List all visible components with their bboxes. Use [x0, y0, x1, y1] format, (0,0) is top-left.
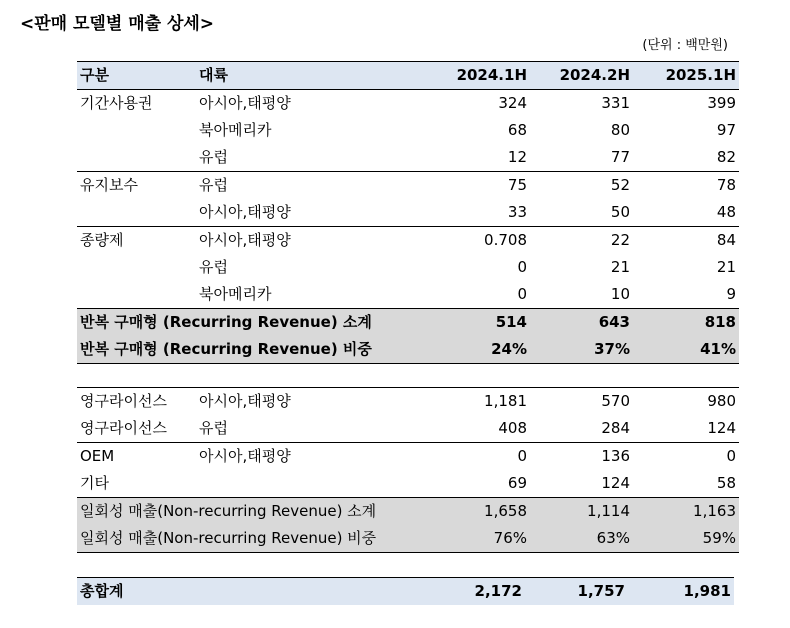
row-region: 아시아,태평양	[196, 443, 426, 471]
row-value-2024-2h: 570	[530, 388, 633, 416]
row-value-2024-1h: 408	[498, 419, 527, 437]
row-value-2025-1h: 97	[716, 121, 736, 139]
row-value-2024-1h: 0.708	[426, 227, 530, 255]
recurring-ratio-row-2025-1h: 41%	[633, 336, 739, 364]
table-row	[77, 227, 739, 255]
nonrecurring-subtotal-row-2024-1h: 1,658	[426, 498, 530, 526]
row-value-2024-1h: 324	[498, 94, 527, 112]
table-row	[77, 281, 739, 309]
row-region: 유럽	[199, 148, 228, 166]
recurring-subtotal-row-2024-2h: 643	[530, 309, 633, 337]
row-value-2024-2h: 284	[601, 419, 630, 437]
recurring-subtotal-row	[77, 309, 739, 337]
recurring-subtotal-row-2025-1h: 818	[633, 309, 739, 337]
row-region: 아시아,태평양	[196, 388, 426, 416]
row-region: 유럽	[199, 419, 228, 437]
nonrecurring-subtotal-row-2024-2h: 1,114	[530, 498, 633, 526]
row-value-2025-1h: 58	[716, 474, 736, 492]
row-value-2024-2h: 21	[610, 258, 630, 276]
grand-total-2024-1h: 2,172	[421, 578, 525, 606]
header-2025-1h: 2025.1H	[633, 62, 739, 90]
row-region: 북아메리카	[199, 285, 272, 303]
nonrecurring-subtotal-row	[77, 498, 739, 526]
header-2024-2h: 2024.2H	[530, 62, 633, 90]
table-row	[77, 199, 739, 227]
page-title: <판매 모델별 매출 상세>	[20, 14, 215, 34]
row-value-2024-2h: 10	[610, 285, 630, 303]
table-row	[77, 470, 739, 498]
row-region: 아시아,태평양	[199, 203, 291, 221]
nonrecurring-ratio-row-2024-1h: 76%	[426, 525, 530, 553]
row-value-2025-1h: 0	[633, 443, 739, 471]
row-category: 기간사용권	[80, 94, 153, 112]
grand-total-table	[77, 577, 734, 605]
row-value-2025-1h: 21	[716, 258, 736, 276]
row-value-2024-1h: 68	[507, 121, 527, 139]
recurring-ratio-row-2024-2h: 37%	[530, 336, 633, 364]
row-value-2024-2h: 50	[610, 203, 630, 221]
row-category	[77, 117, 196, 144]
row-category: 종량제	[77, 227, 196, 255]
row-value-2025-1h: 399	[707, 94, 736, 112]
row-category: 영구라이선스	[77, 388, 196, 416]
recurring-ratio-row-label: 반복 구매형 (Recurring Revenue) 비중	[77, 336, 426, 364]
row-value-2024-1h: 1,181	[426, 388, 530, 416]
row-value-2024-1h: 33	[507, 203, 527, 221]
recurring-revenue-table	[77, 61, 739, 364]
table-row	[77, 90, 739, 118]
row-value-2024-1h: 75	[426, 172, 530, 200]
row-value-2025-1h: 124	[707, 419, 736, 437]
row-value-2025-1h: 48	[716, 203, 736, 221]
table-header-row	[77, 62, 739, 90]
row-region: 유럽	[199, 258, 228, 276]
nonrecurring-ratio-row-2024-2h: 63%	[530, 525, 633, 553]
table-row	[77, 254, 739, 281]
header-2024-1h: 2024.1H	[426, 62, 530, 90]
header-category: 구분	[77, 62, 196, 90]
row-value-2024-2h: 124	[601, 474, 630, 492]
row-value-2024-1h: 0	[517, 285, 527, 303]
row-region: 유럽	[196, 172, 426, 200]
row-category	[77, 144, 196, 172]
row-category	[77, 199, 196, 227]
row-value-2025-1h: 78	[633, 172, 739, 200]
row-region: 아시아,태평양	[199, 94, 291, 112]
unit-note: (단위 : 백만원)	[642, 38, 728, 53]
row-value-2024-1h: 0	[517, 258, 527, 276]
row-category	[77, 254, 196, 281]
grand-total-2024-2h: 1,757	[525, 578, 628, 606]
row-value-2024-1h: 69	[507, 474, 527, 492]
row-value-2025-1h: 9	[726, 285, 736, 303]
nonrecurring-ratio-row-label: 일회성 매출(Non-recurring Revenue) 비중	[77, 525, 426, 553]
nonrecurring-ratio-row	[77, 525, 739, 553]
recurring-subtotal-row-2024-1h: 514	[426, 309, 530, 337]
row-value-2024-2h: 136	[530, 443, 633, 471]
row-category: 유지보수	[77, 172, 196, 200]
nonrecurring-revenue-table	[77, 387, 739, 553]
row-category	[77, 281, 196, 309]
table-row	[77, 443, 739, 471]
row-value-2024-2h: 77	[610, 148, 630, 166]
table-row	[77, 172, 739, 200]
row-value-2024-1h: 0	[426, 443, 530, 471]
table-row	[77, 117, 739, 144]
header-region: 대륙	[196, 62, 426, 90]
row-value-2024-2h: 52	[530, 172, 633, 200]
grand-total-label: 총합계	[77, 578, 421, 606]
row-value-2024-2h: 22	[530, 227, 633, 255]
row-value-2025-1h: 82	[716, 148, 736, 166]
recurring-subtotal-row-label: 반복 구매형 (Recurring Revenue) 소계	[77, 309, 426, 337]
row-value-2024-2h: 331	[601, 94, 630, 112]
recurring-ratio-row	[77, 336, 739, 364]
row-value-2024-1h: 12	[507, 148, 527, 166]
row-category: OEM	[77, 443, 196, 471]
table-row	[77, 144, 739, 172]
row-value-2024-2h: 80	[610, 121, 630, 139]
recurring-ratio-row-2024-1h: 24%	[426, 336, 530, 364]
nonrecurring-subtotal-row-label: 일회성 매출(Non-recurring Revenue) 소계	[77, 498, 426, 526]
grand-total-row	[77, 578, 734, 606]
row-category: 영구라이선스	[80, 419, 167, 437]
nonrecurring-ratio-row-2025-1h: 59%	[633, 525, 739, 553]
table-row	[77, 415, 739, 443]
row-category: 기타	[80, 474, 109, 492]
row-region	[196, 470, 426, 498]
row-value-2025-1h: 84	[633, 227, 739, 255]
row-region: 아시아,태평양	[196, 227, 426, 255]
row-region: 북아메리카	[199, 121, 272, 139]
nonrecurring-subtotal-row-2025-1h: 1,163	[633, 498, 739, 526]
row-value-2025-1h: 980	[633, 388, 739, 416]
table-row	[77, 388, 739, 416]
grand-total-2025-1h: 1,981	[628, 578, 734, 606]
